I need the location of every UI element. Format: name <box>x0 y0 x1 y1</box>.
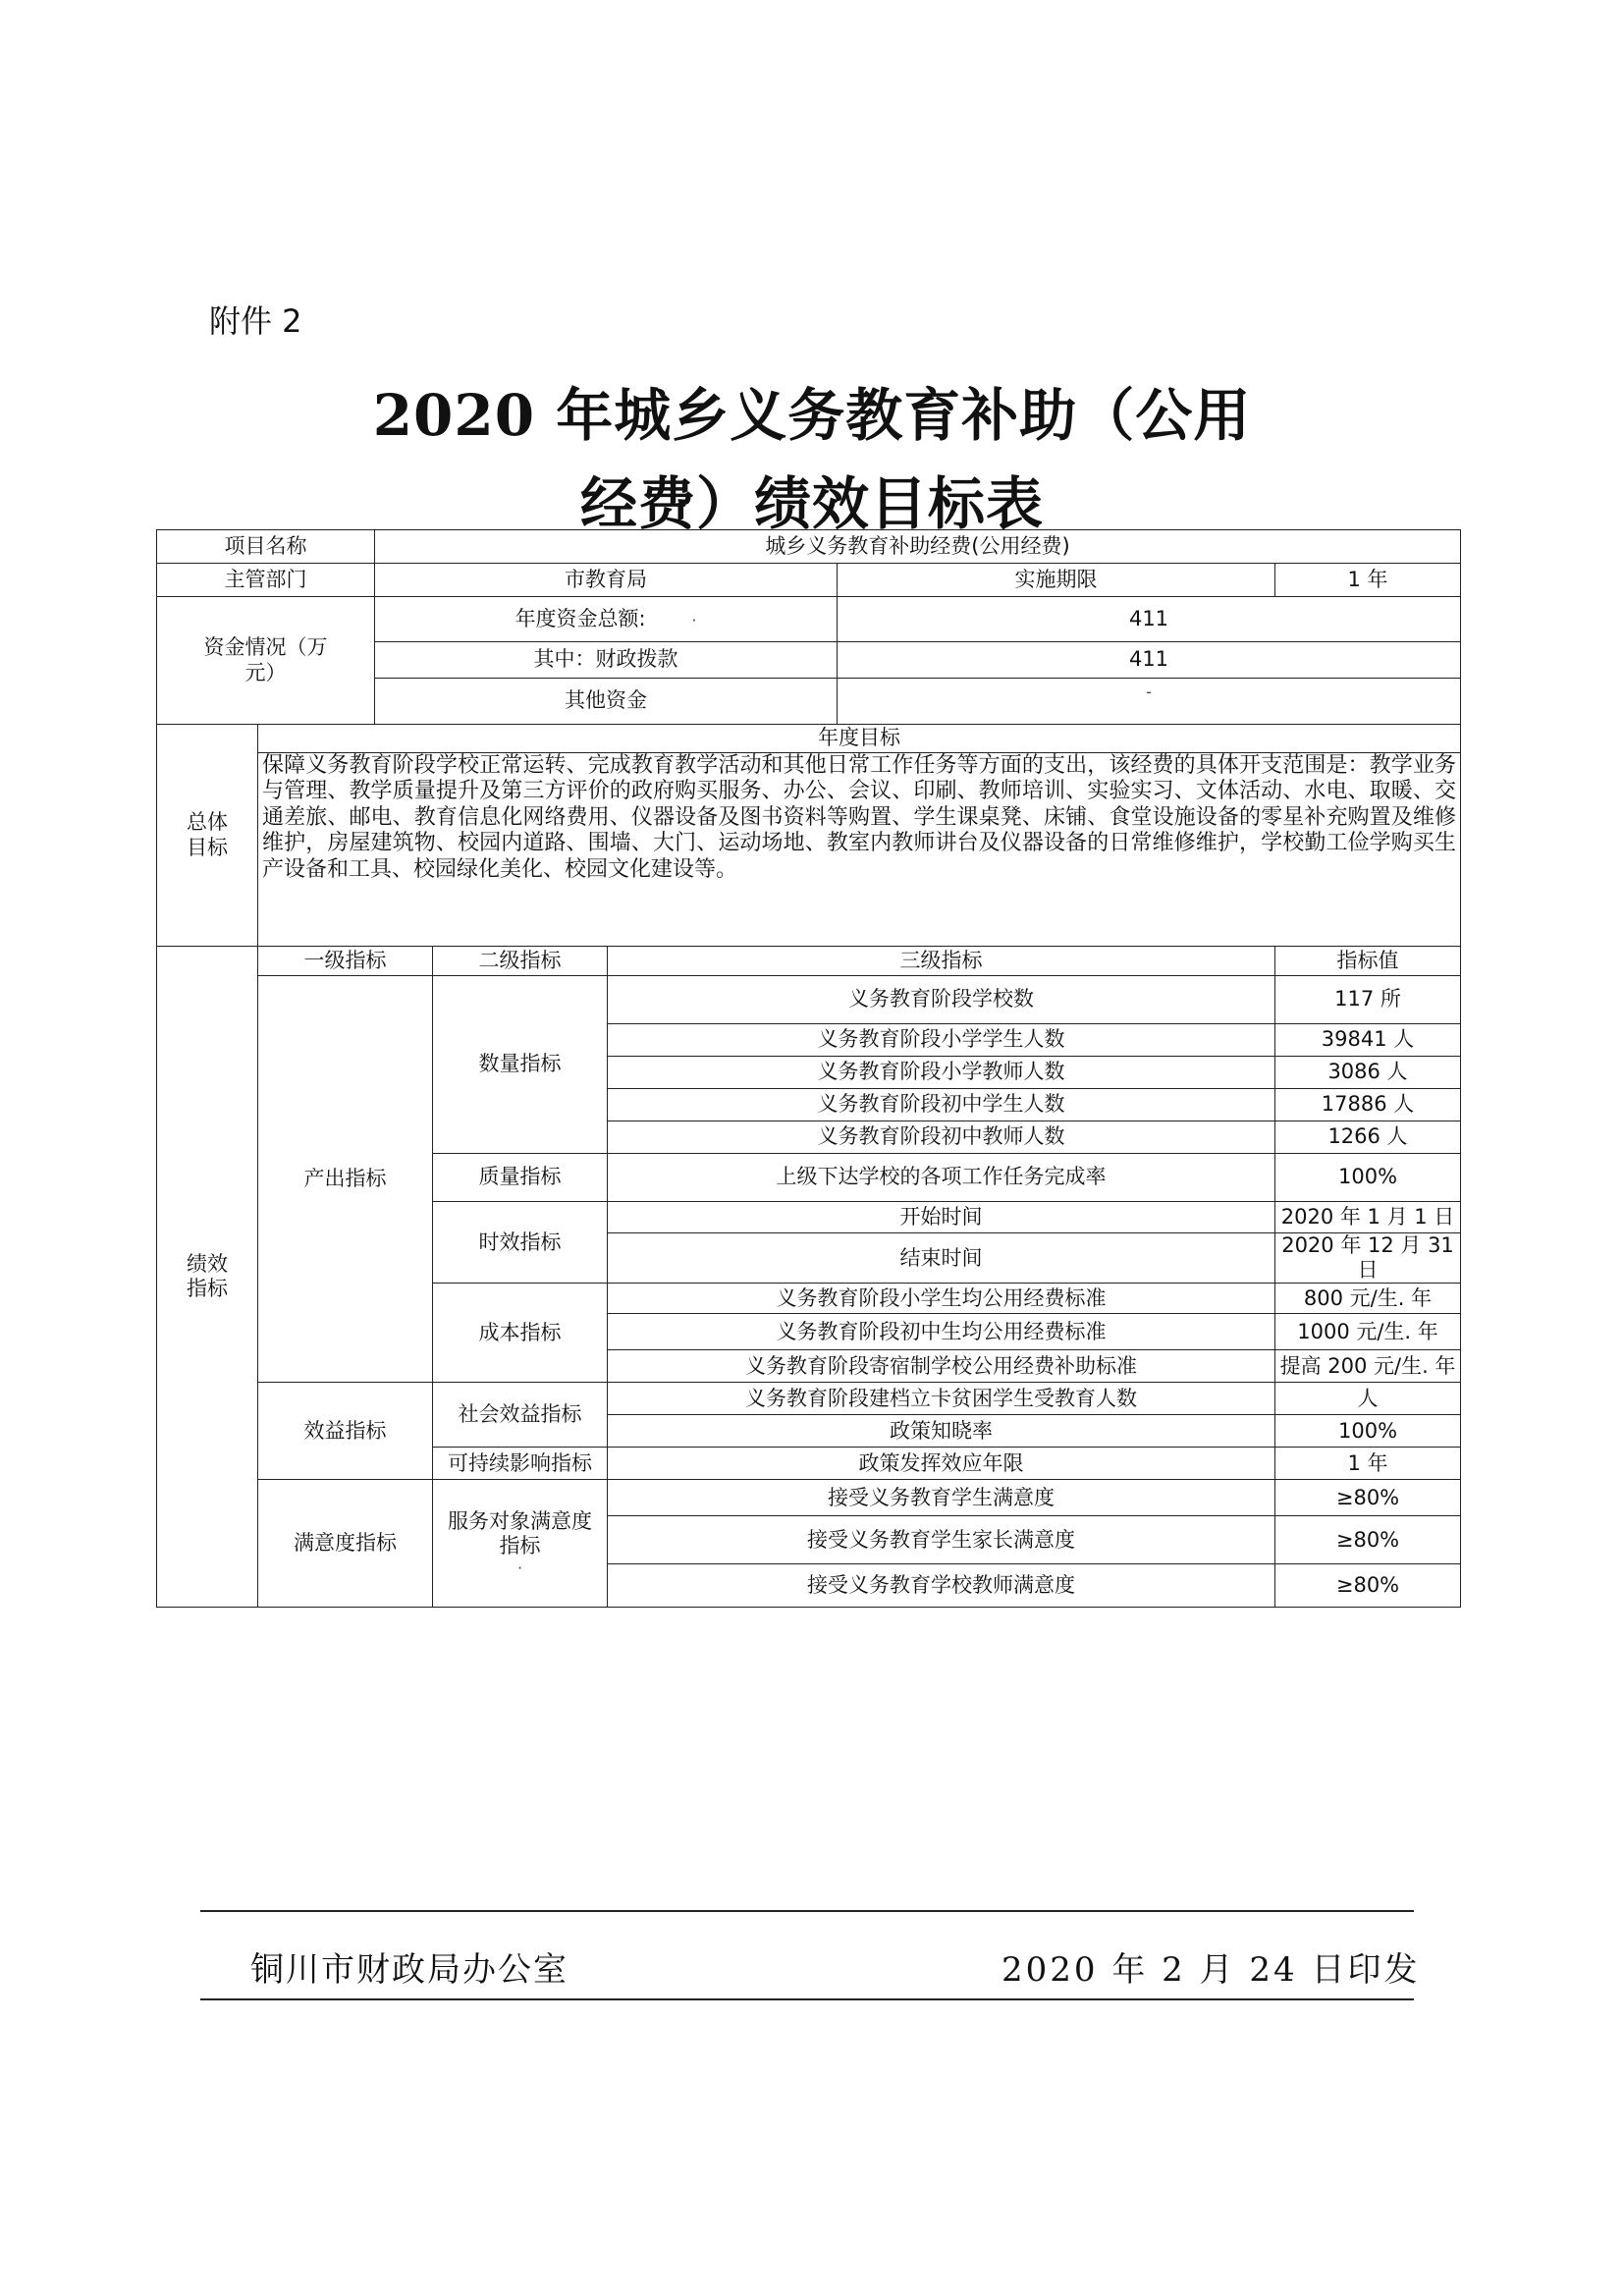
indicator-row <box>157 1480 1461 1516</box>
indicator-value: ≥80% <box>1275 1564 1461 1608</box>
issuing-office: 铜川市财政局办公室 <box>250 1950 568 1990</box>
scan-mark: · <box>516 1558 523 1578</box>
indicator-value: 1000 元/生. 年 <box>1275 1314 1461 1350</box>
indicator-value: 2020 年 1 月 1 日 <box>1275 1202 1461 1233</box>
department-value: 市教育局 <box>375 564 838 597</box>
funds-total-label: 年度资金总额: · <box>375 597 838 642</box>
annex-label: 附件 2 <box>209 302 302 340</box>
document-title-line-2: 经费）绩效目标表 <box>579 470 1044 537</box>
indicator-name: 义务教育阶段初中生均公用经费标准 <box>608 1314 1275 1350</box>
funds-label: 资金情况（万元） <box>157 597 375 725</box>
indicator-name: 义务教育阶段寄宿制学校公用经费补助标准 <box>608 1350 1275 1383</box>
period-value: 1 年 <box>1275 564 1461 597</box>
funds-other-label: 其他资金 <box>375 679 838 725</box>
header-value: 指标值 <box>1275 947 1461 976</box>
level-2-cost: 成本指标 <box>433 1284 608 1383</box>
funds-total-row <box>157 597 1461 642</box>
level-2-quality: 质量指标 <box>433 1154 608 1202</box>
performance-indicator-label: 绩效指标 <box>157 947 258 1608</box>
indicator-name: 义务教育阶段初中学生人数 <box>608 1089 1275 1121</box>
project-name-row <box>157 530 1461 564</box>
project-name-value: 城乡义务教育补助经费(公用经费) <box>375 530 1461 564</box>
level-1-satisfaction: 满意度指标 <box>258 1480 433 1608</box>
level-2-quantity: 数量指标 <box>433 976 608 1154</box>
indicator-value: 1266 人 <box>1275 1121 1461 1154</box>
level-1-benefit: 效益指标 <box>258 1383 433 1480</box>
indicator-header-row <box>157 947 1461 976</box>
annual-target-header: 年度目标 <box>258 725 1461 753</box>
indicator-value: 提高 200 元/生. 年 <box>1275 1350 1461 1383</box>
indicator-value: 17886 人 <box>1275 1089 1461 1121</box>
indicator-value: 人 <box>1275 1383 1461 1415</box>
annual-target-text: 保障义务教育阶段学校正常运转、完成教育教学活动和其他日常工作任务等方面的支出，该经费的具体开支范围是：教学业务与管理、教学质量提升及第三方评价的政府购买服务、办公、会议、印刷、教师培训、实验实习、文体活动、水电、取暖、交通差旅、邮电、教育信息化网络费用、仪器设备及图书资料等购置、学生课桌凳、床铺、食堂设施设备的零星补充购置及维修维护，房屋建筑物、校园内道路、围墙、大门、运动场地、教室内教师讲台及仪器设备的日常维修维护，学校勤工俭学购买生产设备和工具、校园绿化美化、校园文化建设等。 <box>258 753 1461 947</box>
footer-bottom-rule <box>200 1998 1414 2000</box>
annual-target-row <box>157 753 1461 947</box>
indicator-value: 39841 人 <box>1275 1024 1461 1057</box>
department-label: 主管部门 <box>157 564 375 597</box>
indicator-value: ≥80% <box>1275 1516 1461 1564</box>
indicator-name: 义务教育阶段小学教师人数 <box>608 1057 1275 1089</box>
indicator-name: 接受义务教育学生家长满意度 <box>608 1516 1275 1564</box>
level-2-service: 服务对象满意度指标 · <box>433 1480 608 1608</box>
indicator-name: 政策知晓率 <box>608 1415 1275 1448</box>
document-title-line-1: 2020 年城乡义务教育补助（公用 <box>372 382 1252 449</box>
indicator-name: 义务教育阶段初中教师人数 <box>608 1121 1275 1154</box>
indicator-name: 接受义务教育学校教师满意度 <box>608 1564 1275 1608</box>
level-2-social: 社会效益指标 <box>433 1383 608 1448</box>
indicator-value: 3086 人 <box>1275 1057 1461 1089</box>
indicator-name: 结束时间 <box>608 1233 1275 1284</box>
header-level-3: 三级指标 <box>608 947 1275 976</box>
funds-total-value: 411 <box>838 597 1461 642</box>
level-2-timeliness: 时效指标 <box>433 1202 608 1284</box>
indicator-value: 100% <box>1275 1415 1461 1448</box>
funds-other-value: - <box>838 679 1461 725</box>
department-row <box>157 564 1461 597</box>
indicator-value: ≥80% <box>1275 1480 1461 1516</box>
indicator-name: 义务教育阶段建档立卡贫困学生受教育人数 <box>608 1383 1275 1415</box>
indicator-name: 义务教育阶段小学生均公用经费标准 <box>608 1284 1275 1314</box>
indicator-value: 800 元/生. 年 <box>1275 1284 1461 1314</box>
indicator-name: 上级下达学校的各项工作任务完成率 <box>608 1154 1275 1202</box>
overall-target-label: 总体目标 <box>157 725 258 947</box>
indicator-value: 2020 年 12 月 31 日 <box>1275 1233 1461 1284</box>
annual-target-header-row <box>157 725 1461 753</box>
indicator-name: 义务教育阶段学校数 <box>608 976 1275 1024</box>
indicator-value: 1 年 <box>1275 1448 1461 1480</box>
period-label: 实施期限 <box>838 564 1275 597</box>
funds-fiscal-value: 411 <box>838 642 1461 679</box>
level-2-sustain: 可持续影响指标 <box>433 1448 608 1480</box>
indicator-row <box>157 1383 1461 1415</box>
indicator-name: 接受义务教育学生满意度 <box>608 1480 1275 1516</box>
issue-date: 2020 年 2 月 24 日印发 <box>1001 1950 1421 1990</box>
indicator-value: 100% <box>1275 1154 1461 1202</box>
header-level-2: 二级指标 <box>433 947 608 976</box>
indicator-name: 义务教育阶段小学学生人数 <box>608 1024 1275 1057</box>
scan-mark: · <box>691 610 697 629</box>
indicator-name: 政策发挥效应年限 <box>608 1448 1275 1480</box>
funds-fiscal-label: 其中：财政拨款 <box>375 642 838 679</box>
indicator-value: 117 所 <box>1275 976 1461 1024</box>
level-1-output: 产出指标 <box>258 976 433 1383</box>
performance-target-table <box>156 529 1461 1608</box>
header-level-1: 一级指标 <box>258 947 433 976</box>
footer-top-rule <box>200 1910 1414 1912</box>
project-name-label: 项目名称 <box>157 530 375 564</box>
indicator-name: 开始时间 <box>608 1202 1275 1233</box>
indicator-row <box>157 976 1461 1024</box>
